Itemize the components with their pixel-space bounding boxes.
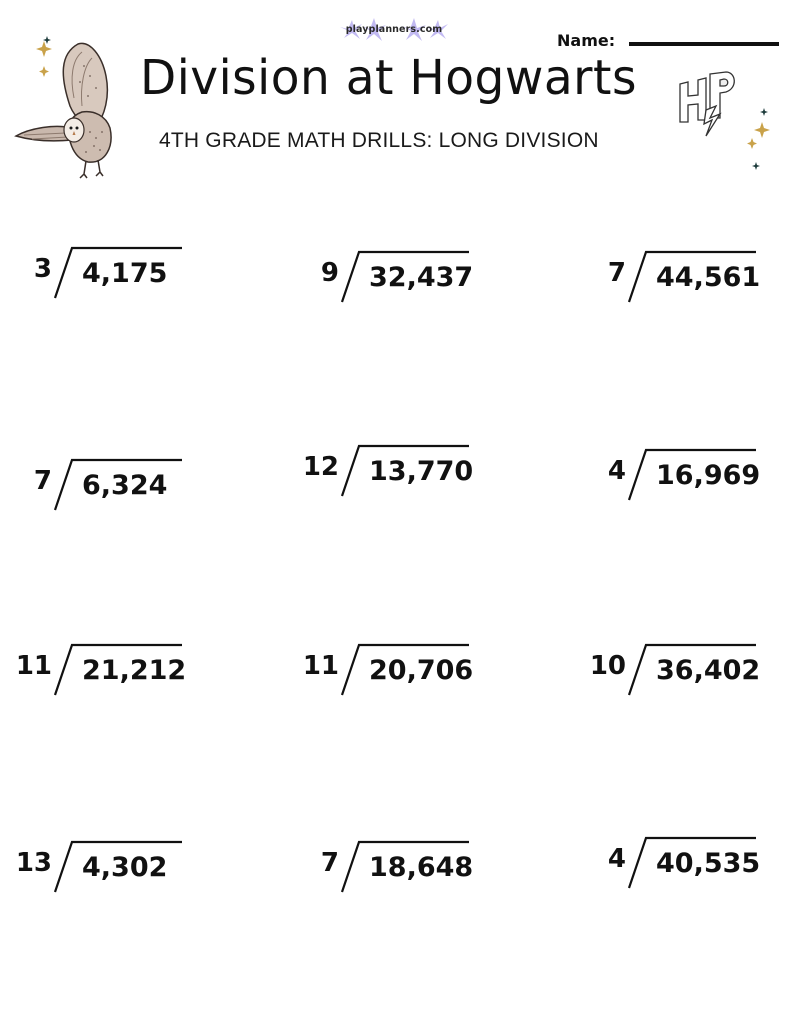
divisor: 9: [320, 258, 339, 288]
name-label: Name:: [557, 31, 616, 50]
division-problem: [28, 458, 228, 518]
page-subtitle: 4TH GRADE MATH DRILLS: LONG DIVISION: [159, 129, 599, 152]
dividend: 13,770: [369, 456, 474, 487]
division-problem: [315, 840, 515, 900]
dividend: 32,437: [369, 262, 474, 293]
owl-illustration: [10, 36, 135, 181]
sparkle-icon: [740, 108, 780, 178]
site-logo: [340, 16, 448, 42]
divisor: 4: [607, 844, 626, 874]
dividend: 6,324: [82, 470, 168, 501]
dividend: 21,212: [82, 655, 187, 686]
divisor: 7: [33, 466, 52, 496]
dividend: 4,302: [82, 852, 168, 883]
divisor: 13: [15, 848, 52, 878]
divisor: 7: [607, 258, 626, 288]
divisor: 7: [320, 848, 339, 878]
dividend: 44,561: [656, 262, 761, 293]
dividend: 4,175: [82, 258, 168, 289]
division-problem: [28, 246, 228, 306]
divisor: 12: [302, 452, 339, 482]
dividend: 20,706: [369, 655, 474, 686]
divisor: 11: [15, 651, 52, 681]
page-title: Division at Hogwarts: [140, 50, 637, 106]
divisor: 3: [33, 254, 52, 284]
division-problem: [15, 643, 228, 703]
sparkle-icon: [36, 41, 52, 77]
division-problem: [302, 643, 515, 703]
division-problem: [15, 840, 228, 900]
name-line: [629, 42, 779, 46]
dividend: 40,535: [656, 848, 761, 879]
division-problem: [315, 250, 515, 310]
divisor: 11: [302, 651, 339, 681]
dividend: 18,648: [369, 852, 474, 883]
division-problem: [589, 643, 791, 703]
dividend: 36,402: [656, 655, 761, 686]
division-problem: [602, 448, 791, 508]
dividend: 16,969: [656, 460, 761, 491]
division-problem: [302, 444, 515, 504]
divisor: 10: [589, 651, 626, 681]
divisor: 4: [607, 456, 626, 486]
division-problem: [602, 836, 791, 896]
site-url: playplanners.com: [345, 23, 443, 35]
division-problem: [602, 250, 791, 310]
hp-logo-icon: [676, 70, 746, 140]
